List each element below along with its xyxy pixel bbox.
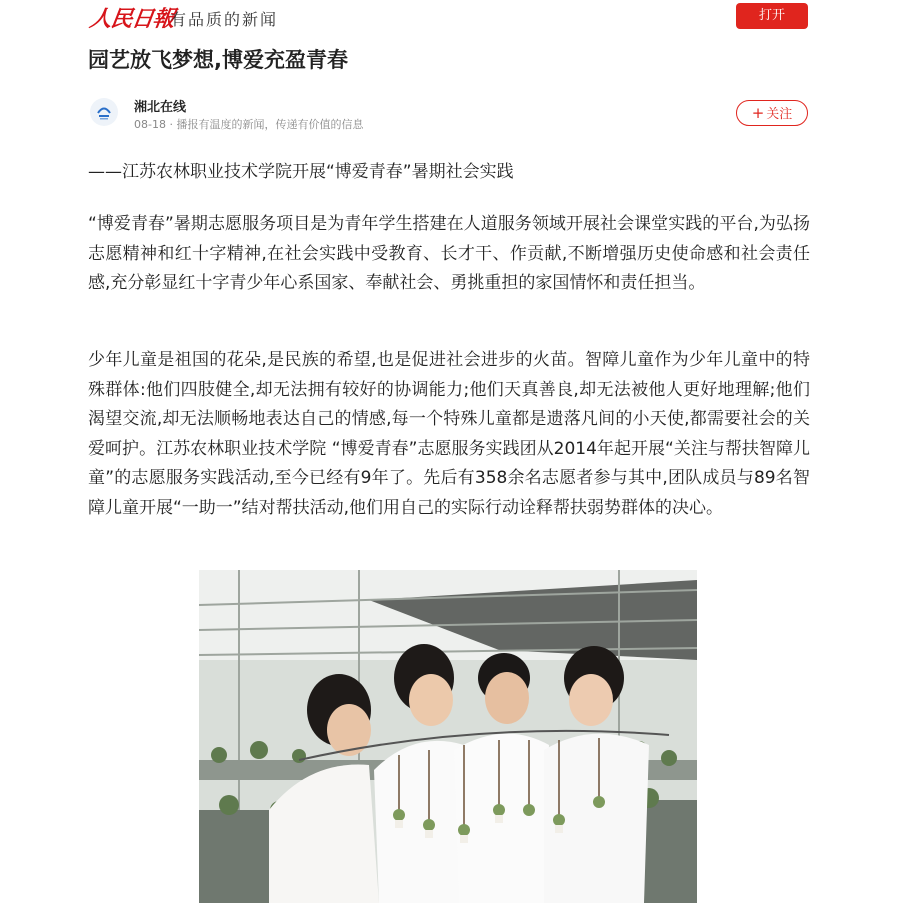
slogan: 有品质的新闻 [170,10,279,29]
meta-separator: · [169,118,177,131]
follow-label: 关注 [766,107,793,122]
article-paragraph: 少年儿童是祖国的花朵,是民族的希望,也是促进社会进步的火苗。智障儿童作为少年儿童中的特殊群体:他们四肢健全,却无法拥有较好的协调能力;他们天真善良,却无法被他人更好地理解;他们渴望交流,却无法顺畅地表达自己的情感,每一个特殊儿童都是遗落凡间的小天使,都需要社会的关爱呵护。江苏农林职业技术学院 “博爱青春”志愿服务实践团从2014年起开展“关注与帮扶智障儿童”的志愿服务实践活动,至今已经有9年了。先后有358余名志愿者参与其中,团队成员与89名智障儿童开展“一助一”结对帮扶活动,他们用自己的实际行动诠释帮扶弱势群体的决心。 [88,350,810,518]
article-paragraph: “博爱青春”暑期志愿服务项目是为青年学生搭建在人道服务领域开展社会课堂实践的平台,为弘扬志愿精神和红十字精神,在社会实践中受教育、长才干、作贡献,不断增强历史使命感和社会责任感,充分彰显红十字青少年心系国家、奉献社会、勇挑重担的家国情怀和责任担当。 [88,214,810,293]
peoples-daily-logo[interactable]: 人民日報 [87,6,176,32]
article-subtitle: ——江苏农林职业技术学院开展“博爱青春”暑期社会实践 [88,162,514,182]
top-bar [0,0,902,36]
author-avatar-icon [90,98,118,126]
follow-button[interactable] [736,100,808,126]
author-meta [134,116,363,132]
author-tagline: 播报有温度的新闻，传递有价值的信息 [176,118,364,131]
publish-date: 08-18 [134,118,166,131]
author-avatar[interactable] [90,98,118,126]
greenhouse-volunteers-photo [199,570,697,903]
open-app-button[interactable]: 打开 [736,3,808,29]
plus-icon: + [751,104,765,122]
author-name[interactable]: 湘北在线 [134,100,187,115]
article-title: 园艺放飞梦想,博爱充盈青春 [88,48,348,72]
article-photo[interactable] [199,570,697,903]
